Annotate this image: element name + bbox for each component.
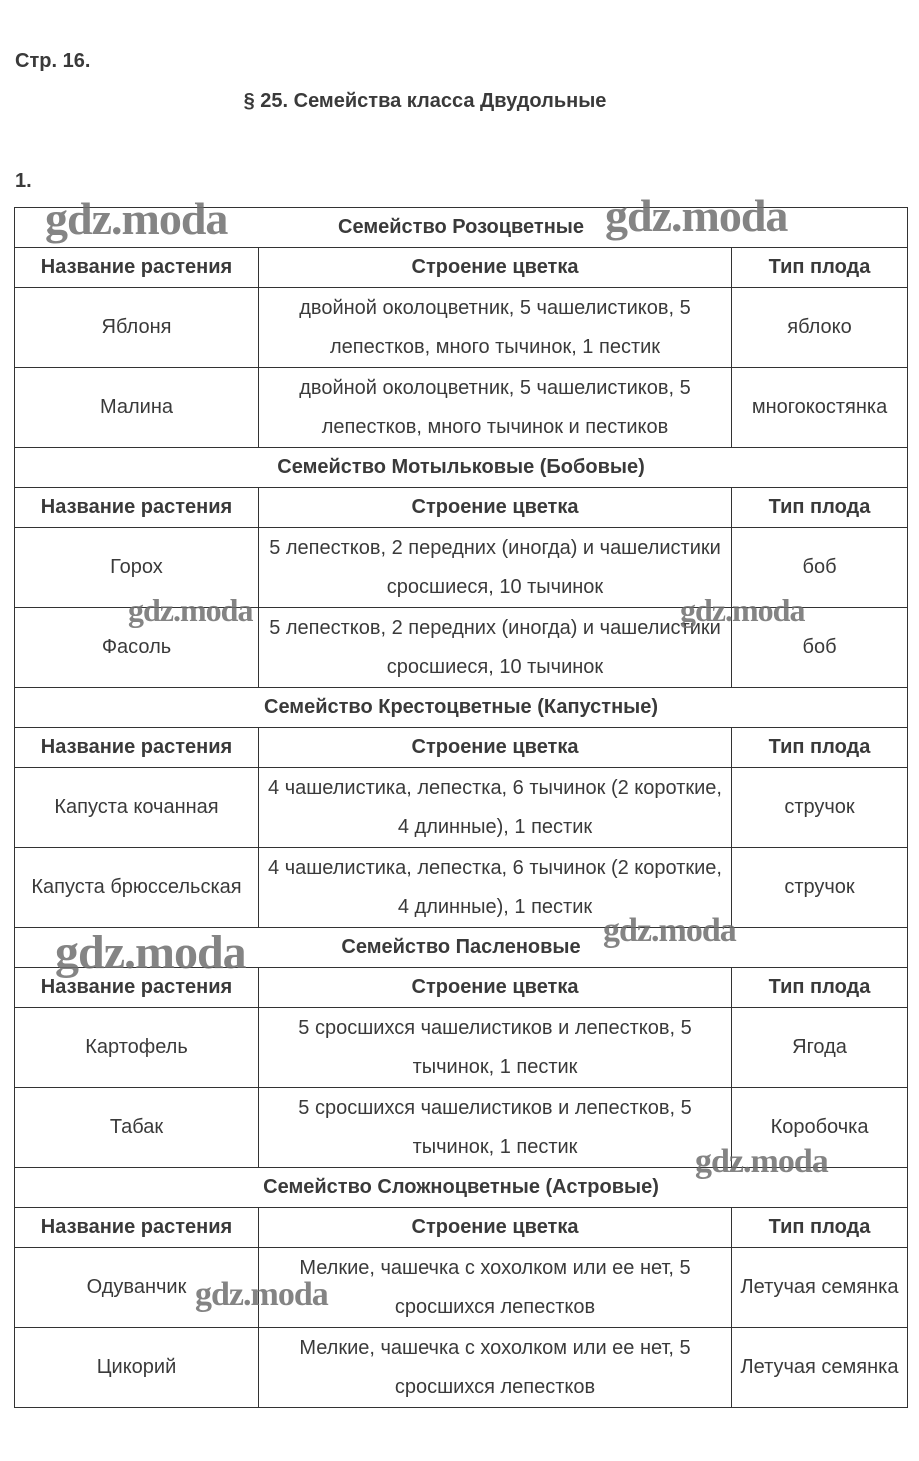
header-structure: Строение цветка (259, 1208, 732, 1248)
family-title: Семейство Пасленовые (15, 928, 908, 968)
family-title: Семейство Крестоцветные (Капустные) (15, 688, 908, 728)
family-title-row (15, 1168, 908, 1208)
header-row (15, 248, 908, 288)
table-row (15, 768, 908, 848)
flower-structure: двойной околоцветник, 5 чашелистиков, 5 лепестков, много тычинок, 1 пестик (259, 288, 732, 368)
flower-structure: 5 лепестков, 2 передних (иногда) и чашелистики сросшиеся, 10 тычинок (259, 608, 732, 688)
flower-structure: 4 чашелистика, лепестка, 6 тычинок (2 короткие, 4 длинные), 1 пестик (259, 768, 732, 848)
fruit-type: стручок (732, 848, 908, 928)
fruit-type: Ягода (732, 1008, 908, 1088)
fruit-type: Летучая семянка (732, 1328, 908, 1408)
header-row (15, 728, 908, 768)
plant-name: Фасоль (15, 608, 259, 688)
header-structure: Строение цветка (259, 968, 732, 1008)
flower-structure: 5 лепестков, 2 передних (иногда) и чашелистики сросшиеся, 10 тычинок (259, 528, 732, 608)
family-title-row (15, 208, 908, 248)
fruit-type: Коробочка (732, 1088, 908, 1168)
table-row (15, 1328, 908, 1408)
watermark-logo: gdz.moda (195, 1276, 328, 1313)
watermark-logo: gdz.moda (695, 1143, 828, 1180)
header-name: Название растения (15, 968, 259, 1008)
flower-structure: Мелкие, чашечка с хохолком или ее нет, 5 сросшихся лепестков (259, 1328, 732, 1408)
header-row (15, 1208, 908, 1248)
header-fruit: Тип плода (732, 968, 908, 1008)
header-structure: Строение цветка (259, 488, 732, 528)
plant-name: Табак (15, 1088, 259, 1168)
plant-name: Малина (15, 368, 259, 448)
watermark-logo: gdz.moda (603, 912, 736, 949)
flower-structure: 5 сросшихся чашелистиков и лепестков, 5 тычинок, 1 пестик (259, 1008, 732, 1088)
fruit-type: многокостянка (732, 368, 908, 448)
family-title-row (15, 448, 908, 488)
flower-structure: 5 сросшихся чашелистиков и лепестков, 5 тычинок, 1 пестик (259, 1088, 732, 1168)
table-row (15, 848, 908, 928)
table-row (15, 288, 908, 368)
task-number: 1. (15, 170, 32, 192)
plant-name: Картофель (15, 1008, 259, 1088)
plant-name: Одуванчик (15, 1248, 259, 1328)
table-row (15, 608, 908, 688)
plant-name: Яблоня (15, 288, 259, 368)
header-name: Название растения (15, 488, 259, 528)
plant-name: Горох (15, 528, 259, 608)
watermark-logo: gdz.moda (128, 592, 253, 628)
plant-name: Капуста брюссельская (15, 848, 259, 928)
watermark-logo: gdz.moda (605, 190, 788, 241)
header-name: Название растения (15, 248, 259, 288)
flower-structure: Мелкие, чашечка с хохолком или ее нет, 5 сросшихся лепестков (259, 1248, 732, 1328)
header-row (15, 968, 908, 1008)
fruit-type: боб (732, 528, 908, 608)
table-row (15, 1248, 908, 1328)
header-fruit: Тип плода (732, 248, 908, 288)
header-fruit: Тип плода (732, 488, 908, 528)
section-title: § 25. Семейства класса Двудольные (243, 90, 607, 112)
family-title: Семейство Сложноцветные (Астровые) (15, 1168, 908, 1208)
watermark-logo: gdz.moda (680, 592, 805, 628)
family-title-row (15, 928, 908, 968)
flower-structure: двойной околоцветник, 5 чашелистиков, 5 лепестков, много тычинок и пестиков (259, 368, 732, 448)
table-row (15, 1088, 908, 1168)
fruit-type: яблоко (732, 288, 908, 368)
watermark-logo: gdz.moda (45, 193, 228, 244)
header-name: Название растения (15, 728, 259, 768)
fruit-type: Летучая семянка (732, 1248, 908, 1328)
header-structure: Строение цветка (259, 728, 732, 768)
header-name: Название растения (15, 1208, 259, 1248)
fruit-type: боб (732, 608, 908, 688)
flower-structure: 4 чашелистика, лепестка, 6 тычинок (2 короткие, 4 длинные), 1 пестик (259, 848, 732, 928)
page-label: Стр. 16. (15, 50, 91, 72)
family-title: Семейство Мотыльковые (Бобовые) (15, 448, 908, 488)
plant-name: Цикорий (15, 1328, 259, 1408)
table-row (15, 368, 908, 448)
header-row (15, 488, 908, 528)
families-table (14, 207, 908, 1408)
plant-name: Капуста кочанная (15, 768, 259, 848)
table-row (15, 1008, 908, 1088)
header-fruit: Тип плода (732, 728, 908, 768)
header-fruit: Тип плода (732, 1208, 908, 1248)
table-row (15, 528, 908, 608)
watermark-logo: gdz.moda (55, 926, 246, 979)
family-title: Семейство Розоцветные (15, 208, 908, 248)
fruit-type: стручок (732, 768, 908, 848)
family-title-row (15, 688, 908, 728)
header-structure: Строение цветка (259, 248, 732, 288)
